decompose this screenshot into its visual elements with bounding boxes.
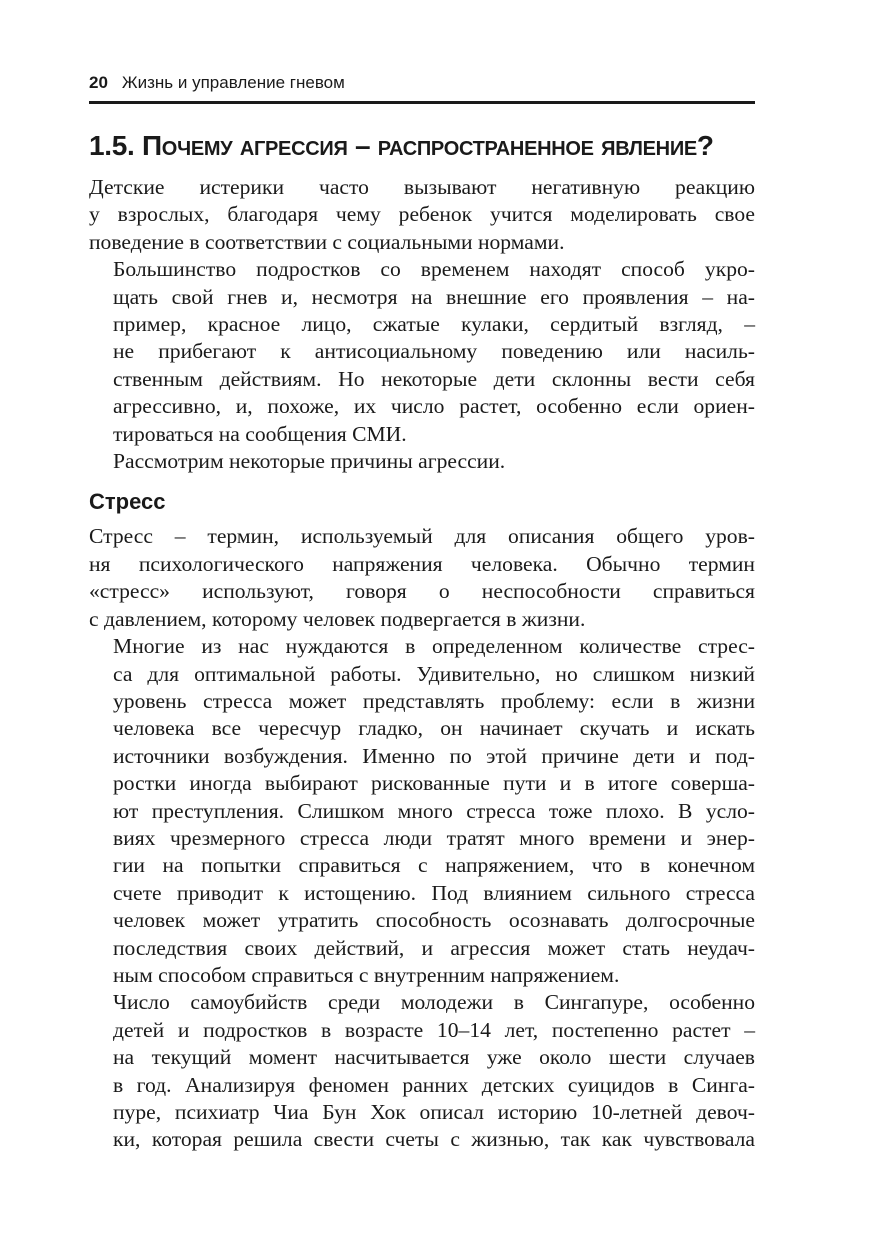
- text-line: са для оптимальной работы. Удивительно, но слишком низкий: [113, 661, 755, 686]
- text-line: пример, красное лицо, сжатые кулаки, сердитый взгляд, –: [113, 312, 755, 337]
- text-line: тироваться на сообщения СМИ.: [113, 421, 407, 446]
- text-line: гии на попытки справиться с напряжением, что в конечном: [113, 853, 755, 878]
- text-line: с давлением, которому человек подвергается в жизни.: [89, 606, 586, 631]
- header-rule: [89, 101, 755, 104]
- stress-text: [89, 523, 755, 1153]
- text-line: человека все чересчур гладко, он начинает скучать и искать: [113, 716, 755, 741]
- text-line: уровень стресса может представлять проблему: если в жизни: [113, 688, 755, 713]
- book-page: [89, 72, 755, 1154]
- text-line: не прибегают к антисоциальному поведению или насиль-: [113, 339, 755, 364]
- text-line: агрессивно, и, похоже, их число растет, особенно если ориен-: [113, 394, 755, 419]
- text-line: Многие из нас нуждаются в определенном количестве стрес-: [113, 634, 755, 659]
- text-line: ростки иногда выбирают рискованные пути и в итоге соверша-: [113, 771, 755, 796]
- text-line: ки, которая решила свести счеты с жизнью, так как чувствовала: [113, 1127, 755, 1152]
- text-line: Число самоубийств среди молодежи в Сингапуре, особенно: [113, 990, 755, 1015]
- text-line: Рассмотрим некоторые причины агрессии.: [113, 449, 506, 474]
- text-line: Детские истерики часто вызывают негативную реакцию: [89, 175, 755, 199]
- text-line: источники возбуждения. Именно по этой причине дети и под-: [113, 743, 755, 768]
- text-line: человек может утратить способность осознавать долгосрочные: [113, 908, 755, 933]
- text-line: в год. Анализируя феномен ранних детских суицидов в Синга-: [113, 1072, 755, 1097]
- paragraph: [89, 256, 755, 448]
- page-number: 20: [89, 73, 108, 92]
- text-line: ня психологического напряжения человека. Обычно термин: [89, 551, 755, 576]
- text-line: последствия своих действий, и агрессия может стать неудач-: [113, 935, 755, 960]
- section-title: 1.5. Почему агрессия – распространенное явление?: [89, 130, 714, 161]
- text-line: ют преступления. Слишком много стресса тоже плохо. В усло-: [113, 798, 755, 823]
- text-line: Большинство подростков со временем находят способ укро-: [113, 257, 755, 282]
- text-line: виях чрезмерного стресса люди тратят много времени и энер-: [113, 825, 755, 850]
- text-line: детей и подростков в возрасте 10–14 лет, постепенно растет –: [113, 1017, 755, 1042]
- text-line: у взрослых, благодаря чему ребенок учится моделировать свое: [89, 202, 755, 227]
- text-line: Стресс – термин, используемый для описания общего уров-: [89, 524, 755, 549]
- paragraph: [89, 989, 755, 1153]
- text-line: «стресс» используют, говоря о неспособности справиться: [89, 579, 755, 604]
- text-line: на текущий момент насчитывается уже около шести случаев: [113, 1045, 755, 1070]
- text-line: щать свой гнев и, несмотря на внешние его проявления – на-: [113, 284, 755, 309]
- paragraph: [89, 174, 755, 256]
- paragraph: [89, 633, 755, 989]
- text-line: ственным действиям. Но некоторые дети склонны вести себя: [113, 366, 755, 391]
- paragraph: [89, 523, 755, 633]
- text-line: пуре, психиатр Чиа Бун Хок описал историю 10-летней девоч-: [113, 1100, 755, 1124]
- text-line: ным способом справиться с внутренним напряжением.: [113, 962, 620, 987]
- intro-text: [89, 174, 755, 475]
- subheading-stress: Стресс: [89, 489, 166, 515]
- text-line: поведение в соответствии с социальными нормами.: [89, 229, 565, 254]
- running-title: Жизнь и управление гневом: [121, 73, 345, 92]
- text-line: счете приводит к истощению. Под влиянием сильного стресса: [113, 880, 755, 905]
- running-header: [89, 72, 755, 94]
- paragraph: [89, 448, 755, 475]
